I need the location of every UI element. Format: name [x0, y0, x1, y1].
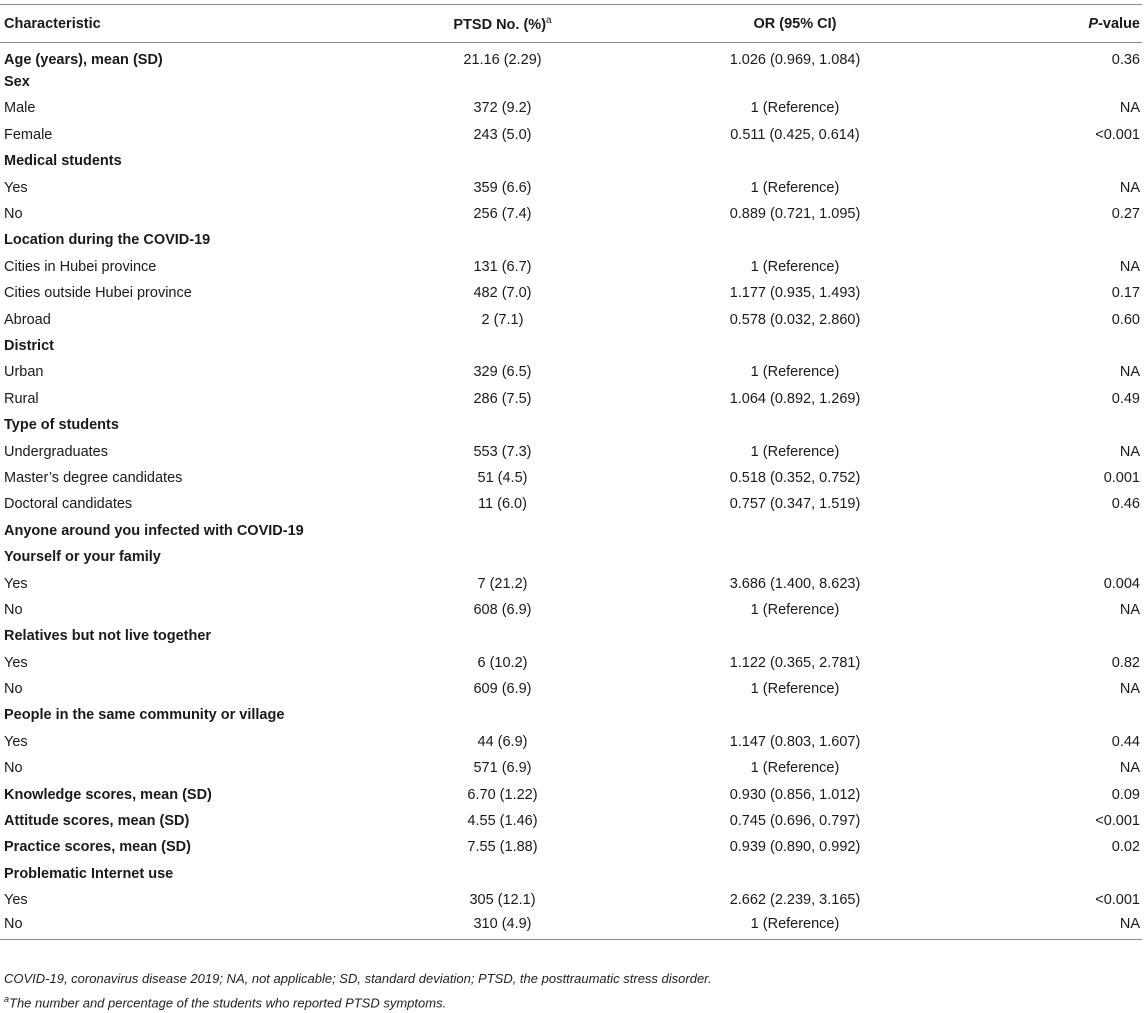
cell-ptsd: 359 (6.6): [473, 179, 532, 196]
results-table-container: [0, 4, 1146, 940]
table-row: [0, 729, 1142, 755]
header-ptsd: [380, 5, 625, 43]
cell-characteristic: Type of students: [4, 417, 119, 434]
cell-ptsd: 44 (6.9): [477, 733, 528, 750]
table-row: [0, 412, 1142, 438]
cell-ptsd: [380, 861, 625, 887]
cell-pvalue: <0.001: [1095, 813, 1140, 830]
cell-characteristic: No: [4, 601, 23, 618]
table-body: [0, 43, 1142, 940]
cell-ptsd: [380, 623, 625, 649]
table-row: [0, 597, 1142, 623]
cell-or: [625, 623, 965, 649]
cell-ptsd: 4.55 (1.46): [467, 813, 538, 830]
cell-or: 1 (Reference): [750, 681, 840, 698]
cell-ptsd: 131 (6.7): [473, 258, 532, 275]
table-row: [0, 333, 1142, 359]
table-row: [0, 570, 1142, 596]
cell-ptsd: 286 (7.5): [473, 390, 532, 407]
cell-ptsd: [380, 69, 625, 95]
table-row: [0, 676, 1142, 702]
cell-or: 2.662 (2.239, 3.165): [729, 892, 861, 909]
cell-or: [625, 227, 965, 253]
cell-or: 0.511 (0.425, 0.614): [730, 126, 860, 143]
table-row: [0, 201, 1142, 227]
table-row: [0, 438, 1142, 464]
table-row: [0, 386, 1142, 412]
cell-pvalue: 0.02: [1111, 839, 1140, 856]
cell-characteristic: Cities in Hubei province: [4, 258, 157, 275]
cell-or: 0.745 (0.696, 0.797): [729, 813, 861, 830]
table-row: [0, 808, 1142, 834]
footnote-a-marker: a: [4, 994, 10, 1004]
header-ptsd-label: PTSD No. (%): [453, 16, 547, 33]
table-row: [0, 913, 1142, 939]
cell-or: [625, 69, 965, 95]
table-header-row: [0, 5, 1142, 43]
table-row: [0, 623, 1142, 649]
table-row: [0, 755, 1142, 781]
cell-ptsd: 7 (21.2): [477, 575, 528, 592]
cell-pvalue: NA: [1119, 179, 1140, 196]
cell-or: 1.122 (0.365, 2.781): [729, 654, 861, 671]
cell-ptsd: [380, 518, 625, 544]
cell-pvalue: NA: [1119, 760, 1140, 777]
cell-pvalue: NA: [1119, 681, 1140, 698]
cell-or: 1.064 (0.892, 1.269): [729, 390, 861, 407]
cell-pvalue: 0.27: [1111, 206, 1140, 223]
cell-pvalue: [965, 69, 1142, 95]
table-row: [0, 280, 1142, 306]
cell-or: 0.757 (0.347, 1.519): [729, 496, 861, 513]
cell-or: 1.026 (0.969, 1.084): [729, 51, 861, 68]
cell-or: 0.889 (0.721, 1.095): [729, 206, 861, 223]
cell-characteristic: Abroad: [4, 311, 51, 328]
table-row: [0, 359, 1142, 385]
cell-or: 1.147 (0.803, 1.607): [729, 733, 861, 750]
cell-or: 1 (Reference): [750, 760, 840, 777]
cell-pvalue: NA: [1119, 258, 1140, 275]
cell-pvalue: <0.001: [1095, 126, 1140, 143]
cell-or: 1 (Reference): [625, 913, 965, 939]
cell-characteristic: Undergraduates: [4, 443, 108, 460]
cell-ptsd: [380, 333, 625, 359]
cell-ptsd: 571 (6.9): [473, 760, 532, 777]
cell-characteristic: Relatives but not live together: [4, 628, 212, 645]
cell-or: 0.578 (0.032, 2.860): [729, 311, 861, 328]
cell-pvalue: [965, 333, 1142, 359]
table-row: [0, 649, 1142, 675]
cell-ptsd: 372 (9.2): [473, 100, 532, 117]
cell-ptsd: [380, 412, 625, 438]
cell-ptsd: [380, 702, 625, 728]
ptsd-factors-table: [0, 4, 1142, 940]
cell-or: 1 (Reference): [750, 364, 840, 381]
cell-characteristic: No: [4, 206, 23, 223]
cell-or: 0.939 (0.890, 0.992): [729, 839, 861, 856]
cell-or: [625, 702, 965, 728]
table-row: [0, 43, 1142, 69]
cell-ptsd: 609 (6.9): [473, 681, 532, 698]
cell-characteristic: Male: [4, 100, 36, 117]
table-row: [0, 702, 1142, 728]
table-row: [0, 834, 1142, 860]
cell-characteristic: Medical students: [4, 153, 122, 170]
cell-pvalue: NA: [1119, 601, 1140, 618]
header-or: OR (95% CI): [625, 5, 965, 43]
cell-ptsd: 21.16 (2.29): [463, 51, 542, 68]
cell-pvalue: [965, 544, 1142, 570]
cell-characteristic: Sex: [4, 74, 30, 91]
table-footnotes: [0, 968, 1146, 1013]
cell-or: [625, 518, 965, 544]
cell-characteristic: Yes: [4, 733, 28, 750]
cell-pvalue: 0.09: [1111, 786, 1140, 803]
cell-pvalue: [965, 518, 1142, 544]
cell-or: 1 (Reference): [750, 258, 840, 275]
table-row: [0, 306, 1142, 332]
cell-ptsd: 51 (4.5): [477, 469, 528, 486]
cell-characteristic: Knowledge scores, mean (SD): [4, 786, 212, 803]
cell-characteristic: No: [4, 760, 23, 777]
cell-or: 0.930 (0.856, 1.012): [729, 786, 861, 803]
cell-characteristic: Yes: [4, 575, 28, 592]
cell-ptsd: 6.70 (1.22): [467, 786, 538, 803]
cell-pvalue: 0.36: [1111, 51, 1140, 68]
cell-ptsd: 305 (12.1): [469, 892, 536, 909]
cell-characteristic: Cities outside Hubei province: [4, 285, 192, 302]
cell-pvalue: 0.49: [1111, 390, 1140, 407]
cell-ptsd: [380, 148, 625, 174]
cell-or: 1 (Reference): [750, 100, 840, 117]
cell-characteristic: Yourself or your family: [4, 549, 161, 566]
cell-characteristic: Practice scores, mean (SD): [4, 839, 191, 856]
table-row: [0, 227, 1142, 253]
cell-characteristic: Location during the COVID-19: [4, 232, 211, 249]
table-row: [0, 95, 1142, 121]
cell-pvalue: 0.60: [1111, 311, 1140, 328]
cell-pvalue: [965, 702, 1142, 728]
cell-ptsd: [380, 544, 625, 570]
cell-characteristic: Anyone around you infected with COVID-19: [4, 522, 304, 539]
cell-or: 1 (Reference): [750, 601, 840, 618]
cell-ptsd: 11 (6.0): [478, 496, 527, 513]
cell-or: 3.686 (1.400, 8.623): [729, 575, 861, 592]
cell-characteristic: Rural: [4, 390, 39, 407]
cell-characteristic: People in the same community or village: [4, 707, 285, 724]
cell-pvalue: [965, 148, 1142, 174]
cell-characteristic: Yes: [4, 892, 28, 909]
table-row: [0, 887, 1142, 913]
cell-ptsd: 256 (7.4): [473, 206, 532, 223]
cell-pvalue: 0.17: [1111, 285, 1140, 302]
cell-characteristic: Doctoral candidates: [4, 496, 133, 513]
table-row: [0, 781, 1142, 807]
cell-ptsd: 2 (7.1): [481, 311, 524, 328]
header-pvalue: [965, 5, 1142, 43]
cell-pvalue: NA: [965, 913, 1142, 939]
cell-ptsd: 310 (4.9): [380, 913, 625, 939]
cell-or: 1 (Reference): [750, 179, 840, 196]
cell-ptsd: 6 (10.2): [477, 654, 528, 671]
table-row: [0, 491, 1142, 517]
footnote-abbreviations: COVID-19, coronavirus disease 2019; NA, not applicable; SD, standard deviation; PTSD, the posttraumatic stress disorder.: [4, 971, 712, 986]
table-row: [0, 122, 1142, 148]
cell-pvalue: 0.44: [1111, 733, 1140, 750]
header-pvalue-italic: P: [1088, 15, 1099, 32]
cell-pvalue: [965, 623, 1142, 649]
cell-or: [625, 412, 965, 438]
cell-or: 0.518 (0.352, 0.752): [729, 469, 861, 486]
cell-pvalue: [965, 227, 1142, 253]
table-row: [0, 861, 1142, 887]
table-row: [0, 69, 1142, 95]
cell-pvalue: 0.004: [1103, 575, 1140, 592]
table-row: [0, 174, 1142, 200]
cell-pvalue: NA: [1119, 364, 1140, 381]
cell-pvalue: 0.001: [1103, 469, 1140, 486]
table-row: [0, 518, 1142, 544]
header-pvalue-rest: -value: [1098, 15, 1140, 32]
cell-ptsd: 329 (6.5): [473, 364, 532, 381]
cell-characteristic: Yes: [4, 179, 28, 196]
footnote-a-text: The number and percentage of the students who reported PTSD symptoms.: [9, 995, 447, 1011]
cell-ptsd: 243 (5.0): [473, 126, 532, 143]
cell-characteristic: Attitude scores, mean (SD): [4, 813, 190, 830]
cell-characteristic: Problematic Internet use: [4, 865, 174, 882]
cell-ptsd: 553 (7.3): [473, 443, 532, 460]
cell-or: 1.177 (0.935, 1.493): [729, 285, 861, 302]
cell-pvalue: [965, 861, 1142, 887]
table-row: [0, 148, 1142, 174]
cell-characteristic: No: [0, 913, 380, 939]
cell-characteristic: No: [4, 681, 23, 698]
cell-characteristic: Master’s degree candidates: [4, 469, 183, 486]
table-row: [0, 465, 1142, 491]
cell-pvalue: NA: [1119, 443, 1140, 460]
footnote-a: [4, 989, 1146, 1013]
cell-pvalue: NA: [1119, 100, 1140, 117]
cell-characteristic: Urban: [4, 364, 44, 381]
table-row: [0, 544, 1142, 570]
cell-characteristic: Female: [4, 126, 53, 143]
cell-ptsd: [380, 227, 625, 253]
cell-pvalue: <0.001: [1095, 892, 1140, 909]
cell-pvalue: [965, 412, 1142, 438]
cell-ptsd: 7.55 (1.88): [467, 839, 538, 856]
cell-or: [625, 544, 965, 570]
header-characteristic: Characteristic: [0, 5, 380, 43]
cell-pvalue: 0.82: [1111, 654, 1140, 671]
cell-or: 1 (Reference): [750, 443, 840, 460]
cell-characteristic: Age (years), mean (SD): [4, 51, 163, 68]
cell-or: [625, 861, 965, 887]
cell-ptsd: 482 (7.0): [473, 285, 532, 302]
cell-ptsd: 608 (6.9): [473, 601, 532, 618]
header-ptsd-footnote-marker: a: [546, 14, 552, 26]
table-row: [0, 254, 1142, 280]
cell-pvalue: 0.46: [1111, 496, 1140, 513]
cell-characteristic: Yes: [4, 654, 28, 671]
cell-characteristic: District: [4, 337, 54, 354]
cell-or: [625, 148, 965, 174]
cell-or: [625, 333, 965, 359]
